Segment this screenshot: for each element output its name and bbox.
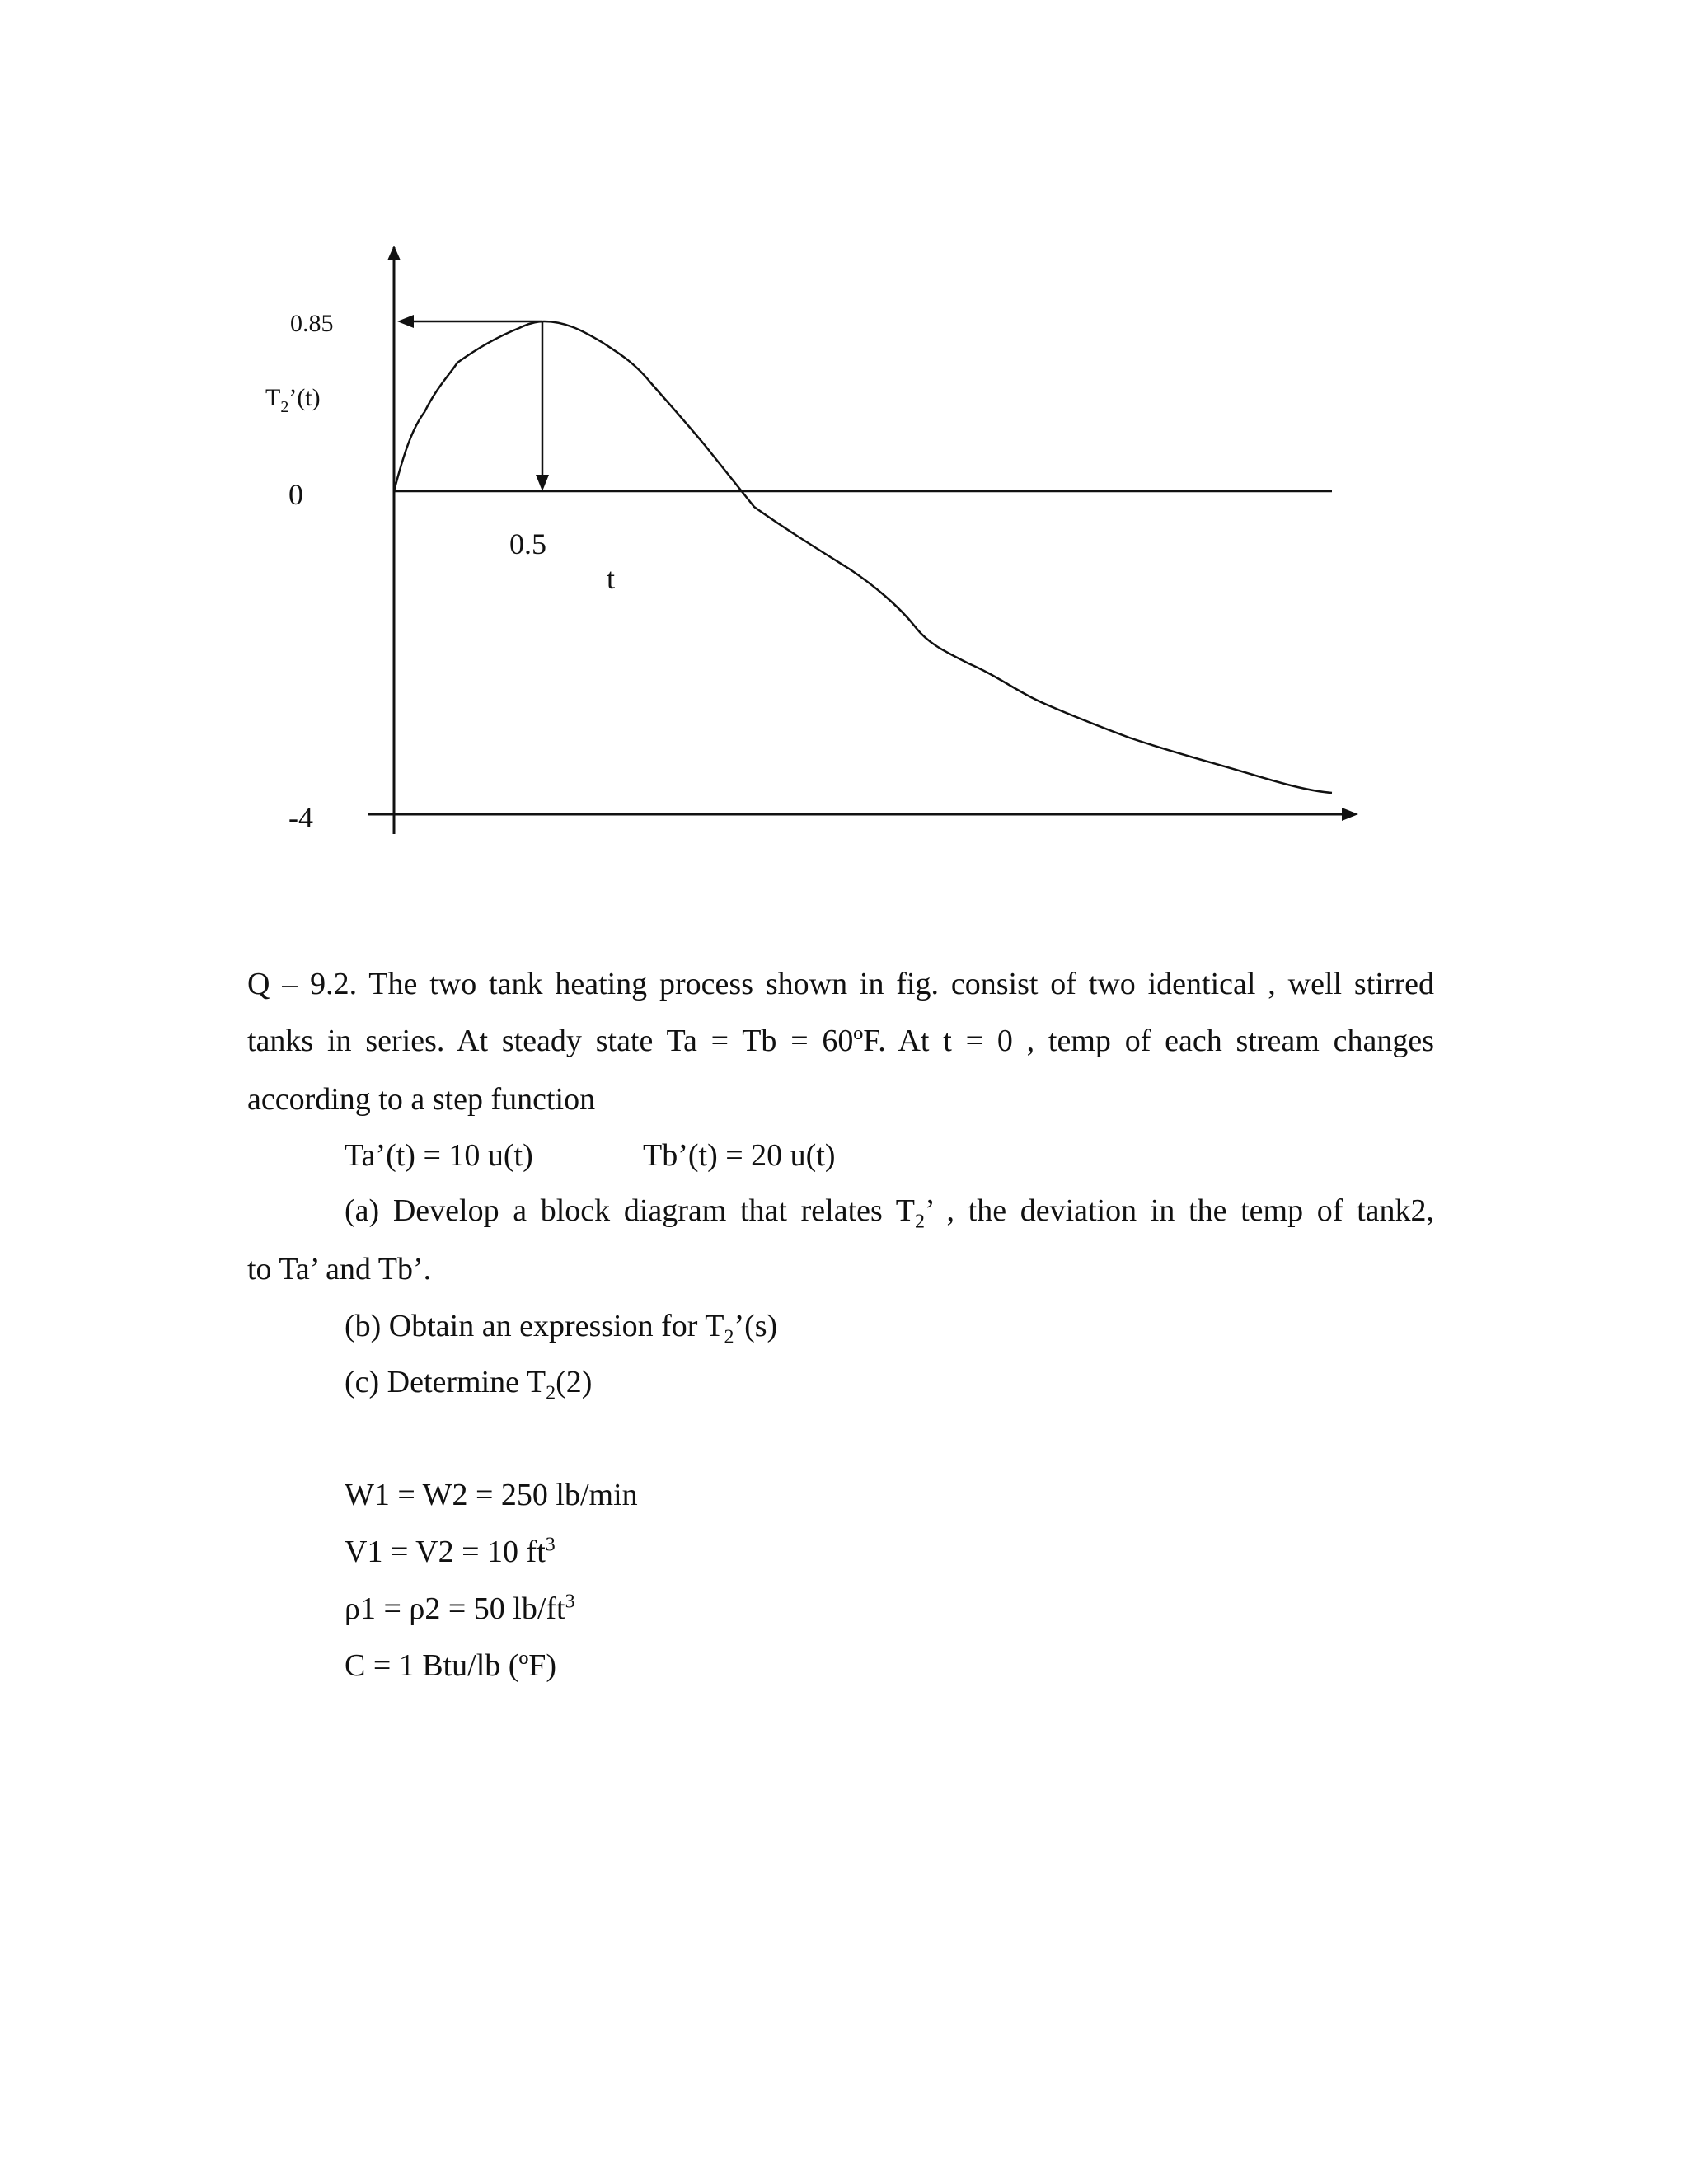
peak-horizontal-arrowhead (397, 315, 414, 328)
question-line-3: according to a step function (247, 1082, 596, 1117)
param-w: W1 = W2 = 250 lb/min (345, 1478, 638, 1512)
question-line-1: Q – 9.2. The two tank heating process shown in fig. consist of two identical , well stirred (247, 967, 1434, 1001)
question-paragraph (247, 956, 1434, 1070)
y-tick-zero: 0 (288, 478, 303, 511)
part-a-line-2: to Ta’ and Tb’. (247, 1252, 432, 1286)
param-rho: ρ1 = ρ2 = 50 $lb/ft^3$ (345, 1591, 575, 1626)
param-v: V1 = V2 = 10 $ft^3$ (345, 1534, 556, 1569)
y-tick-bottom: -4 (288, 801, 313, 834)
part-c: (c) Determine $T_2(2)$ (345, 1365, 593, 1404)
peak-vertical-arrowhead (536, 475, 549, 491)
part-b: (b) Obtain an expression for $T_2’(s)$ (345, 1309, 778, 1348)
x-axis-label: t (607, 562, 616, 595)
y-axis-label: $T_2’(t)$ (265, 384, 321, 416)
part-a: (a) Develop a block diagram that relates $T_2$’ , the deviation in the temp of tank2, (345, 1193, 1434, 1233)
tb-step: Tb’(t) = 20 u(t) (643, 1138, 836, 1173)
y-tick-top: 0.85 (290, 310, 334, 337)
x-tick-label: 0.5 (509, 527, 546, 560)
y-axis-arrow (387, 246, 401, 260)
x-axis-arrow (1342, 808, 1358, 821)
response-figure (0, 0, 1688, 907)
question-line-2: tanks in series. At steady state Ta = Tb = 60ºF. At t = 0 , temp of each stream changes (247, 1024, 1434, 1058)
ta-step: Ta’(t) = 10 u(t) (345, 1138, 533, 1173)
param-c: C = 1 Btu/lb (ºF) (345, 1648, 557, 1683)
